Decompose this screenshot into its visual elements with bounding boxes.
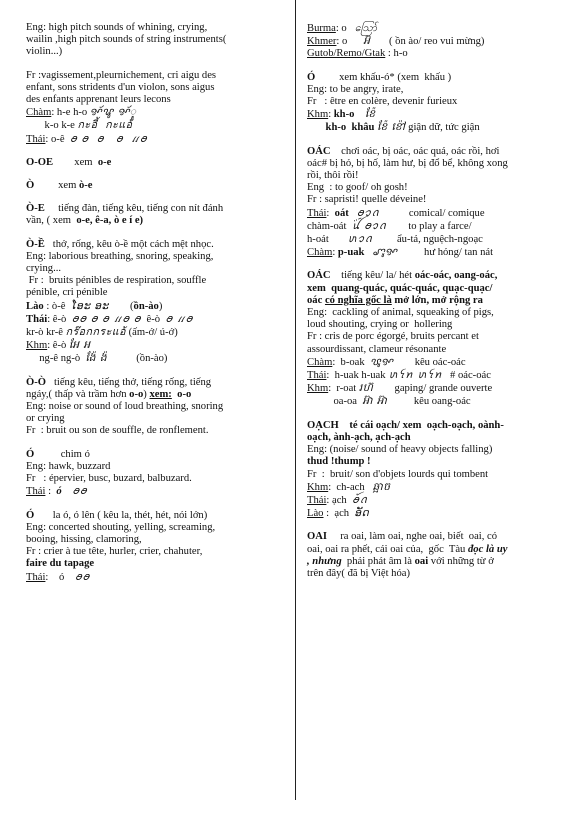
text-run: chơi oác, bị oác, oác quá, oác rồi, hơi: [330, 145, 500, 157]
entry-line: [307, 369, 562, 382]
script-text: ꨝꨶꨀ: [369, 355, 394, 368]
text-run: Thái: [26, 571, 46, 583]
text-run: :: [45, 486, 57, 498]
entry-line: [26, 157, 288, 169]
entry-line: [26, 558, 288, 570]
entry-line: [26, 485, 288, 498]
text-run: (ấm-ớ/ ú-ớ): [125, 327, 178, 339]
text-run: xem:: [149, 388, 172, 400]
text-run: : ê-ò: [47, 340, 69, 352]
script-text: ꪮꪫꪒ: [356, 206, 380, 219]
text-run: : b-oak: [332, 356, 370, 368]
text-run: phải phát âm là: [341, 555, 415, 567]
entry-line: [307, 84, 562, 96]
script-text: ꪬꪺꪀ ꪬꪺꪀ: [388, 369, 443, 382]
text-run: Khm: [307, 383, 329, 395]
entry-line: [26, 313, 288, 326]
entry-line: [26, 401, 288, 413]
entry-line: [26, 339, 288, 352]
dictionary-entry: [307, 22, 562, 61]
entry-line: [307, 170, 562, 182]
dictionary-entry: [26, 377, 288, 438]
entry-line: [307, 233, 562, 246]
entry-line: [307, 481, 562, 494]
text-run: oạch, ành-ạch, ạch-ạch: [307, 431, 411, 443]
script-text: រហ៊: [358, 382, 374, 395]
text-run: to play a farce/: [387, 220, 472, 232]
script-text: ꪮ ꪵꪮ: [165, 312, 194, 325]
text-run: ê-ò: [141, 313, 166, 325]
text-run: Thái: [26, 313, 48, 325]
script-text: ꪮ ꪮ ꪮ ꪮ ꪵꪮ: [69, 132, 148, 145]
text-run: Khm: [26, 340, 48, 352]
text-run: pénible, cri pénible: [26, 287, 108, 299]
dictionary-entry: [307, 531, 562, 580]
text-run: OẠCH: [307, 419, 339, 431]
text-run: Eng: (noise/ sound of heavy objects falling): [307, 444, 493, 456]
entry-line: [307, 307, 562, 319]
text-run: oa-oa: [307, 396, 363, 408]
entry-line: [26, 287, 288, 299]
entry-line: [307, 356, 562, 369]
text-run: :: [328, 109, 334, 121]
left-column: [26, 22, 288, 595]
text-run: Eng: laborious breathing, snoring, speaking,: [26, 250, 214, 262]
entry-line: [26, 300, 288, 313]
text-run: rồi, thôi rồi!: [307, 170, 359, 182]
dictionary-entry: [307, 146, 562, 260]
text-run: tiếng kêu/ la/ hét: [330, 270, 415, 282]
text-run: chàm-oát: [307, 220, 352, 232]
entry-line: [307, 568, 562, 580]
dictionary-entry: [26, 449, 288, 499]
text-run: oai, oai ra phết, cái oai của, gốc Tàu: [307, 543, 468, 555]
text-run: Fr : être en colère, devenir furieux: [307, 96, 458, 108]
text-run: Burma: [307, 23, 336, 34]
text-run: Ò-Ề: [26, 238, 45, 250]
text-run: kh-o: [333, 109, 355, 121]
text-run: giận dữ, tức giận: [405, 122, 480, 134]
text-run: : h-o: [385, 48, 408, 60]
text-run: :: [326, 207, 335, 219]
entry-line: [307, 395, 562, 408]
script-text: ꪬꪫꪒ: [347, 233, 374, 246]
text-run: [354, 109, 365, 120]
text-run: o-e, ê-a, ò e í e): [76, 215, 144, 227]
text-run: kr-ò kr-ê: [26, 327, 66, 339]
text-run: des enfants apprenant leurs lecons: [26, 94, 171, 106]
entry-line: [307, 121, 562, 134]
entry-line: [307, 531, 562, 543]
text-run: (ồn-ào): [107, 353, 168, 365]
dictionary-entry: [26, 22, 288, 59]
entry-line: [26, 203, 288, 215]
entry-line: [26, 215, 288, 227]
entry-line: [307, 544, 562, 556]
text-run: Chàm: [307, 247, 333, 259]
entry-line: [307, 158, 562, 170]
entry-line: [26, 510, 288, 522]
text-run: oai: [414, 555, 429, 567]
entry-line: [26, 449, 288, 461]
entry-line: [307, 382, 562, 395]
script-text: ខ៉ែ ខ៉ៅ: [377, 121, 406, 134]
text-run: với những từ ở: [428, 555, 494, 567]
entry-line: [307, 444, 562, 456]
entry-line: [307, 194, 562, 206]
entry-line: [307, 246, 562, 259]
text-run: faire du tapage: [26, 558, 95, 570]
text-run: booing, hissing, clamoring,: [26, 533, 142, 545]
entry-line: [307, 295, 562, 307]
text-run: OÁC: [307, 270, 331, 282]
text-run: Fr : sapristi! quelle déveine!: [307, 194, 427, 206]
text-run: o-o: [177, 388, 192, 400]
dictionary-entry: [26, 180, 288, 192]
dictionary-entry: [26, 239, 288, 366]
text-run: : ê-ò: [47, 313, 72, 325]
entry-line: [307, 35, 562, 48]
entry-line: [26, 534, 288, 546]
text-run: Eng: noise or sound of loud breathing, snoring: [26, 401, 224, 413]
text-run: Fr : crier à tue tête, hurler, crier, chahuter,: [26, 546, 203, 558]
script-text: ꪮꪰꪒ: [352, 493, 369, 506]
text-run: , nhưng: [307, 555, 342, 567]
text-run: Ò-Ò: [26, 376, 47, 388]
entry-line: [307, 146, 562, 158]
script-text: ဪ: [354, 22, 378, 34]
text-run: [339, 420, 350, 431]
text-run: : h-e h-o: [51, 107, 90, 119]
entry-line: [26, 413, 288, 425]
text-run: Fr : bruit/ son d'objets lourds qui tombent: [307, 468, 489, 480]
entry-line: [26, 34, 288, 46]
entry-line: [26, 461, 288, 473]
text-run: xem quang-quác, quác-quác, quạc-quạc/: [307, 282, 493, 294]
text-run: OÁC: [307, 145, 331, 157]
script-text: ꨚꨶꨀ: [372, 246, 398, 259]
script-text: អ៊ា អ៊ា: [362, 395, 388, 408]
script-text: ꪮꪮ: [74, 570, 90, 583]
text-run: mở lớn, mở rộng ra: [391, 294, 483, 306]
text-run: ng-ê ng-ò: [26, 353, 86, 365]
text-run: Eng: hawk, buzzard: [26, 460, 111, 472]
text-run: Eng : to goof/ oh gosh!: [307, 182, 408, 194]
text-run: loud shouting, crying or hollering: [307, 319, 453, 331]
text-run: : ạch: [323, 508, 355, 520]
text-run: Fr : bruit ou son de souffle, de ronflement.: [26, 425, 209, 437]
entry-line: [307, 48, 562, 60]
entry-line: [307, 270, 562, 282]
entry-line: [26, 119, 288, 132]
text-run: : ch-ach: [328, 481, 373, 493]
text-run: oác# bị hỏ, bị hố, làm hư, bị đổ bể, không xong: [307, 157, 508, 169]
text-run: la ó, ó lên ( kêu la, thét, hét, nói lớn): [34, 509, 208, 521]
entry-line: [307, 207, 562, 220]
text-run: (: [108, 300, 134, 312]
entry-line: [26, 251, 288, 263]
text-run: Khm: [307, 109, 329, 121]
entry-line: [26, 82, 288, 94]
text-run: kêu oác-oác: [393, 356, 466, 368]
text-run: Eng: to be angry, irate,: [307, 83, 404, 95]
text-run: oát: [334, 207, 349, 219]
text-run: Fr : épervier, busc, buzard, balbuzard.: [26, 473, 192, 485]
script-text: ꪊꪾ ꪮꪫꪒ: [351, 219, 388, 232]
text-run: Khmer: [307, 36, 337, 48]
script-text: ង៉ែ ង៉: [85, 352, 108, 365]
text-run: Ó: [26, 448, 35, 460]
entry-line: [26, 326, 288, 339]
text-run: Khm: [307, 481, 329, 493]
entry-line: [307, 96, 562, 108]
entry-line: [307, 331, 562, 343]
text-run: o-e: [97, 156, 112, 168]
text-run: thud !thump !: [307, 456, 371, 468]
text-run: ồn-ào: [133, 300, 159, 312]
script-text: ខ៉ែ: [364, 108, 376, 121]
text-run: : o-ê: [45, 133, 70, 145]
entry-line: [307, 108, 562, 121]
text-run: gaping/ grande ouverte: [373, 383, 493, 395]
entry-line: [307, 469, 562, 481]
entry-line: [26, 239, 288, 251]
text-run: Thái: [26, 133, 46, 145]
entry-line: [307, 507, 562, 520]
text-run: tiếng đàn, tiếng kêu, tiếng con nít đánh: [44, 203, 224, 215]
entry-line: [26, 263, 288, 275]
text-run: : o: [335, 23, 355, 34]
script-text: ອັດ: [354, 507, 370, 520]
entry-line: [307, 22, 562, 35]
text-run: đọc là uy: [468, 543, 508, 555]
text-run: OAI: [307, 531, 328, 543]
text-run: Lào: [307, 508, 324, 520]
text-run: xem khấu-ó* (xem khấu ): [315, 71, 452, 83]
dictionary-entry: [26, 157, 288, 169]
entry-line: [26, 275, 288, 287]
text-run: ra oai, làm oai, nghe oai, biết oai, có: [327, 531, 498, 543]
dictionary-entry: [307, 420, 562, 521]
text-run: Ò: [26, 180, 35, 192]
text-run: có nghĩa gốc là: [324, 294, 392, 306]
entry-line: [307, 182, 562, 194]
text-run: Thái: [307, 207, 327, 219]
text-run: : ạch: [326, 494, 353, 506]
text-run: xem: [34, 180, 79, 192]
entry-line: [26, 522, 288, 534]
text-run: Chàm: [26, 107, 52, 119]
text-run: oác-oác, oang-oác,: [414, 270, 498, 282]
entry-line: [26, 180, 288, 192]
entry-line: [26, 94, 288, 106]
text-run: ( ồn ào/ reo vui mừng): [370, 36, 485, 48]
dictionary-entry: [26, 203, 288, 227]
column-divider: [295, 0, 296, 800]
text-run: : o: [336, 36, 364, 48]
text-run: : ó: [45, 571, 75, 583]
entry-line: [26, 425, 288, 437]
entry-line: [307, 344, 562, 356]
text-run: hư hỏng/ tan nát: [397, 247, 494, 259]
text-run: Fr : cris de porc égorgé, bruits percant et: [307, 331, 479, 343]
entry-line: [307, 420, 562, 432]
entry-line: [26, 352, 288, 365]
text-run: tiếng kêu, tiếng thở, tiếng rống, tiếng: [46, 376, 212, 388]
text-run: : r-oat: [328, 383, 359, 395]
entry-line: [26, 473, 288, 485]
text-run: [307, 122, 326, 133]
text-run: Eng: high pitch sounds of whining, crying,: [26, 22, 208, 33]
text-run: ò-e: [78, 180, 93, 192]
script-text: អែ អ: [68, 339, 91, 352]
entry-line: [307, 72, 562, 84]
text-run: [349, 208, 357, 219]
text-run: thở, rống, kêu ò-ề một cách mệt nhọc.: [44, 238, 214, 250]
text-run: p-uak: [337, 247, 365, 259]
text-run: h-oát: [307, 234, 348, 246]
text-run: :: [332, 247, 338, 259]
entry-line: [26, 377, 288, 389]
entry-line: [307, 556, 562, 568]
text-run: xem: [53, 156, 98, 168]
text-run: chim ó: [34, 448, 90, 460]
text-run: té cái oạch/ xem oạch-oạch, oành-: [349, 419, 504, 431]
text-run: trên đây( đã bị Việt hóa): [307, 567, 411, 579]
text-run: # oác-oác: [442, 370, 491, 382]
entry-line: [307, 283, 562, 295]
entry-line: [26, 46, 288, 58]
text-run: comical/ comique: [379, 207, 485, 219]
text-run: Thái: [26, 486, 46, 498]
text-run: k-o k-e: [26, 120, 78, 132]
script-text: ꨀꨮꨥ ꨀꨮꨶ: [89, 106, 137, 119]
text-run: : ò-ê: [43, 300, 71, 312]
entry-line: [307, 432, 562, 444]
entry-line: [307, 494, 562, 507]
script-text: អ៊: [363, 35, 371, 48]
entry-line: [307, 220, 562, 233]
script-text: กร๊อกกระแอ้: [65, 326, 126, 339]
text-run: Ó: [307, 71, 316, 83]
text-run: Fr :vagissement,pleurnichement, cri aigu des: [26, 69, 217, 81]
entry-line: [307, 456, 562, 468]
text-run: O-OE: [26, 156, 54, 168]
text-run: Eng: cackling of animal, squeaking of pigs,: [307, 307, 494, 319]
dictionary-entry: [307, 270, 562, 408]
entry-line: [26, 546, 288, 558]
text-run: Gutob/Remo/Gtak: [307, 48, 386, 60]
right-column: [307, 22, 562, 591]
entry-line: [26, 571, 288, 584]
text-run: Chàm: [307, 356, 333, 368]
dictionary-entry: [26, 70, 288, 146]
text-run: ó: [56, 486, 62, 498]
entry-line: [26, 106, 288, 119]
text-run: wailin ,high pitch sounds of string instruments(: [26, 34, 227, 46]
script-text: ꪮꪮ ꪮ ꪮ ꪵꪮ ꪮ: [71, 312, 142, 325]
text-run: Thái: [307, 494, 327, 506]
dictionary-entry: [26, 510, 288, 584]
text-run: violin...): [26, 46, 63, 58]
text-run: kh-o khâu: [325, 122, 375, 134]
text-run: assourdissant, clameur résonante: [307, 343, 447, 355]
script-text: ឆ្អាច: [372, 480, 391, 493]
text-run: Thái: [307, 370, 327, 382]
script-text: ໂອະ ອະ: [70, 299, 109, 312]
text-run: [62, 486, 73, 497]
dictionary-entry: [307, 72, 562, 135]
text-run: ngáy,( thấp và trầm hơn: [26, 388, 130, 400]
text-run: ): [158, 300, 163, 312]
text-run: enfant, sons stridents d'un violon, sons aigus: [26, 81, 215, 93]
text-run: Eng: concerted shouting, yelling, screaming,: [26, 521, 216, 533]
script-text: กะอี้ กะแอ้: [77, 119, 133, 132]
text-run: o-o: [129, 388, 144, 400]
entry-line: [26, 70, 288, 82]
text-run: Ó: [26, 509, 35, 521]
script-text: ꪮꪮ: [72, 485, 88, 498]
text-run: Lào: [26, 300, 44, 312]
entry-line: [26, 389, 288, 401]
text-run: vần, ( xem: [26, 215, 77, 227]
entry-line: [26, 133, 288, 146]
text-run: Ò-E: [26, 203, 45, 215]
entry-line: [26, 22, 288, 34]
text-run: kêu oang-oác: [387, 396, 471, 408]
text-run: crying...: [26, 263, 62, 275]
entry-line: [307, 319, 562, 331]
text-run: ẩu-tả, nguệch-ngoạc: [373, 234, 483, 246]
text-run: or crying: [26, 413, 65, 425]
text-run: Fr : bruits pénibles de respiration, souffle: [26, 275, 207, 287]
text-run: ): [143, 388, 150, 400]
text-run: : h-uak h-uak: [326, 370, 389, 382]
text-run: oác: [307, 294, 325, 306]
